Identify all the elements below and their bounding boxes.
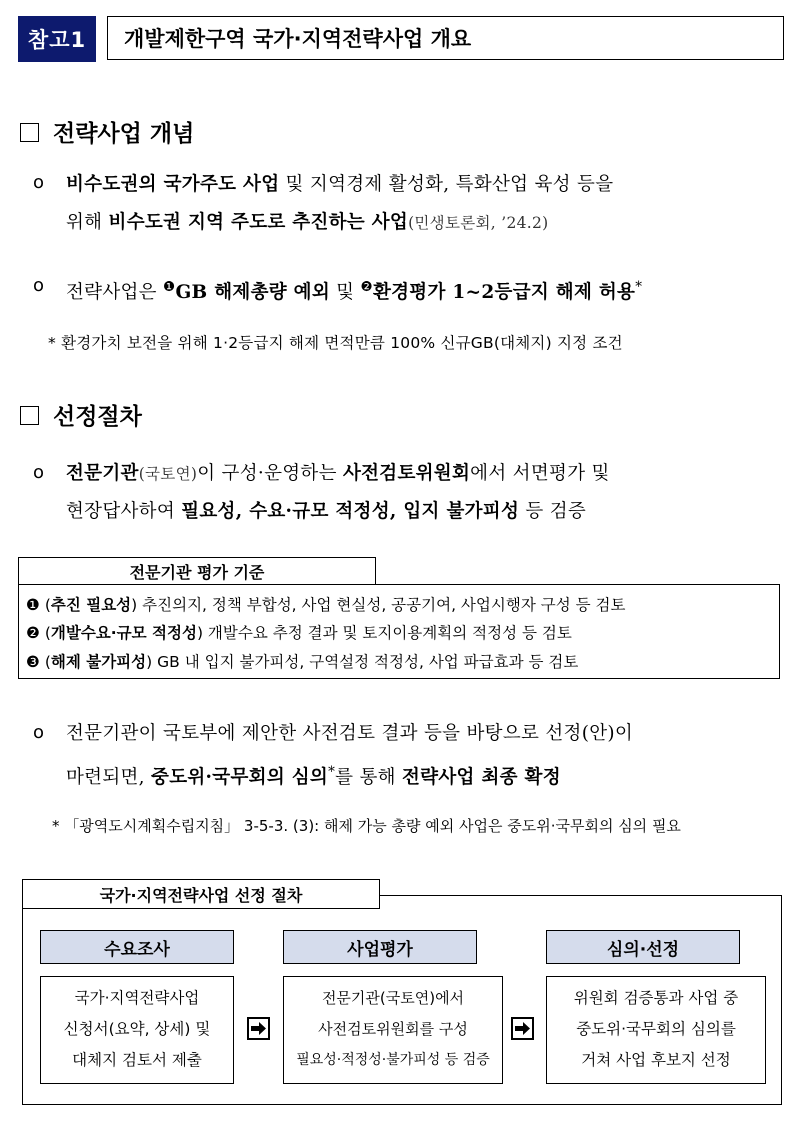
section-heading-concept: 전략사업 개념 — [20, 115, 194, 148]
reference-badge: 참고1 — [18, 16, 96, 62]
stage-content-deliberation: 위원회 검증통과 사업 중 중도위·국무회의 심의를 거쳐 사업 후보지 선정 — [546, 976, 766, 1084]
right-arrow-icon — [247, 1017, 270, 1040]
criteria-item: ❶ (추진 필요성) 추진의지, 정책 부합성, 사업 현실성, 공공기여, 사업시행자 구성 등 검토 — [26, 596, 626, 614]
number-2-icon: ❷ — [26, 624, 40, 642]
square-bullet-icon — [20, 123, 39, 142]
footnote-environment: * 환경가치 보전을 위해 1·2등급지 해제 면적만큼 100% 신규GB(대체지) 지정 조건 — [48, 334, 623, 352]
footnote-guideline: * 「광역도시계획수립지침」 3-5-3. (3): 해제 가능 총량 예외 사업은 중도위·국무회의 심의 필요 — [52, 817, 681, 835]
procedure-title: 국가·지역전략사업 선정 절차 — [22, 879, 380, 909]
exception-paragraph: 전략사업은 $^❶$GB 해제총량 예외 및 $^❷$환경평가 1~2등급지 해제 허용* — [66, 279, 643, 304]
concept-paragraph: 비수도권의 국가주도 사업 및 지역경제 활성화, 특화산업 육성 등을 위해 비수도권 지역 주도로 추진하는 사업(민생토론회, ’24.2) — [66, 174, 614, 233]
circle-bullet-icon: o — [33, 172, 45, 193]
right-arrow-icon — [511, 1017, 534, 1040]
number-2-icon: ❷ — [360, 279, 373, 295]
circle-bullet-icon: o — [33, 462, 45, 483]
stage-content-demand-survey: 국가·지역전략사업 신청서(요약, 상세) 및 대체지 검토서 제출 — [40, 976, 234, 1084]
circle-bullet-icon: o — [33, 722, 45, 743]
stage-content-evaluation: 전문기관(국토연)에서 사전검토위원회를 구성 필요성·적정성·불가피성 등 검증 — [283, 976, 503, 1084]
review-paragraph: 전문기관(국토연)이 구성·운영하는 사전검토위원회에서 서면평가 및 현장답사하여 필요성, 수요·규모 적정성, 입지 불가피성 등 검증 — [66, 463, 610, 522]
number-1-icon: ❶ — [163, 279, 176, 295]
criteria-item: ❸ (해제 불가피성) GB 내 입지 불가피성, 구역설정 적정성, 사업 파급효과 등 검토 — [26, 653, 579, 671]
criteria-title: 전문기관 평가 기준 — [18, 557, 376, 585]
number-3-icon: ❸ — [26, 653, 40, 671]
number-1-icon: ❶ — [26, 596, 40, 614]
stage-title-deliberation: 심의·선정 — [546, 930, 740, 964]
circle-bullet-icon: o — [33, 275, 45, 296]
criteria-box-top-line — [376, 584, 780, 585]
criteria-item: ❷ (개발수요·규모 적정성) 개발수요 추정 결과 및 토지이용계획의 적정성 등 검토 — [26, 624, 572, 642]
stage-title-demand-survey: 수요조사 — [40, 930, 234, 964]
selection-paragraph: 전문기관이 국토부에 제안한 사전검토 결과 등을 바탕으로 선정(안)이 마련되면, 중도위·국무회의 심의*를 통해 전략사업 최종 확정 — [66, 723, 634, 789]
page-title: 개발제한구역 국가·지역전략사업 개요 — [107, 16, 784, 60]
stage-title-evaluation: 사업평가 — [283, 930, 477, 964]
square-bullet-icon — [20, 406, 39, 425]
section-heading-procedure: 선정절차 — [20, 398, 142, 431]
